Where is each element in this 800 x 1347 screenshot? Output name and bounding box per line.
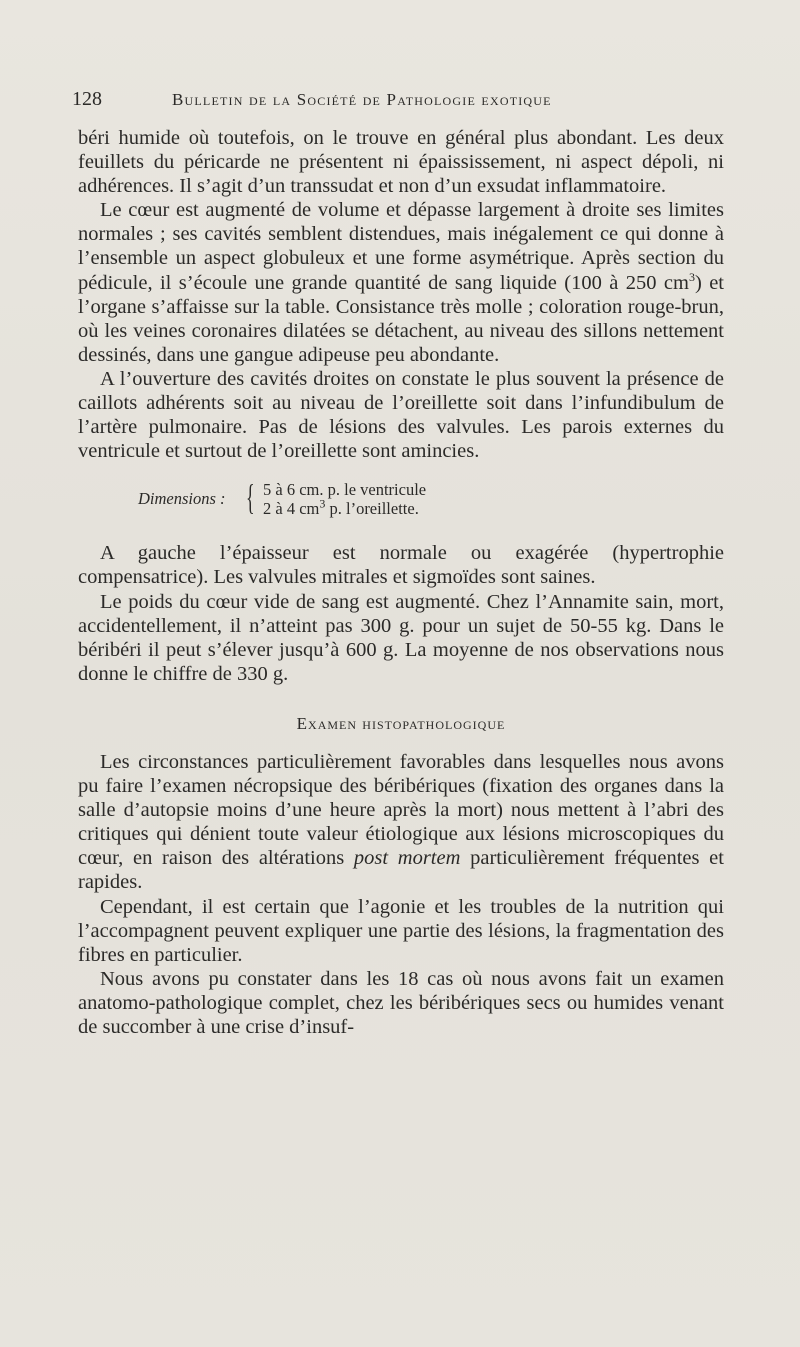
paragraph-3: A l’ouverture des cavités droites on constate le plus souvent la présence de caillots adhérents soit au niveau de l’oreillette soit dans l’infundibulum de l’artère pulmonaire. Pas de lésions des valvules. Les parois externes du ventricule et surtout de l’oreillette sont amincies. <box>78 367 724 463</box>
paragraph-6 <box>78 750 724 895</box>
superscript-cube: 3 <box>688 269 695 284</box>
page-header <box>72 88 722 118</box>
dimensions-line-1: 5 à 6 cm. p. le ventricule <box>263 480 427 500</box>
dimensions-superscript: 3 <box>319 496 326 511</box>
paragraph-2 <box>78 198 724 367</box>
paragraph-8: Nous avons pu constater dans les 18 cas où nous avons fait un examen anatomo-pathologique complet, chez les béribériques secs ou humides venant de succomber à une crise d’insuf- <box>78 967 724 1038</box>
dimensions-line-2-part-a: 2 à 4 cm <box>263 499 320 519</box>
paragraph-6-part-a: Les circonstances particulièrement favorables dans lesquelles nous avons pu faire l’examen nécropsique des béribériques (fixation des organes dans la salle d’autopsie moins d’une heure après la mort) nous mettent à l’abri des critiques qui dénient toute valeur étiologique aux lésions microscopiques du cœur, en raison des altérations <box>78 750 724 870</box>
dimensions-line-2-part-b: p. l’oreillette. <box>325 499 419 519</box>
paragraph-6-italic: post mortem <box>353 847 461 870</box>
paragraph-2-part-b: ) et l’organe s’affaisse sur la table. Consistance très molle ; coloration rouge-brun, où les veines coronaires dilatées se détachent, au niveau des sillons nettement dessinés, dans une gangue adipeuse peu abondante. <box>78 271 724 366</box>
paragraph-1: béri humide où toutefois, on le trouve en général plus abondant. Les deux feuillets du péricarde ne présentent ni épaississement, ni aspect dépoli, ni adhérences. Il s’agit d’un transsudat et non d’un exsudat inflammatoire. <box>78 127 724 198</box>
dimensions-block <box>78 477 724 527</box>
page-number: 128 <box>72 88 102 110</box>
brace-glyph: { <box>246 477 255 518</box>
running-title: Bulletin de la Société de Pathologie exotique <box>172 90 552 109</box>
body-text <box>78 126 724 1039</box>
dimensions-line-2 <box>263 496 419 519</box>
paragraph-2-part-a: Le cœur est augmenté de volume et dépasse largement à droite ses limites normales ; ses cavités semblent distendues, mais inégalement ce qui donne à l’ensemble un aspect globuleux et une forme asymétrique. Après section du pédicule, il s’écoule une grande quantité de sang liquide (100 à 250 cm <box>78 199 724 294</box>
paragraph-6-part-b: particulièrement fréquentes et rapides. <box>78 847 724 894</box>
paragraph-5: Le poids du cœur vide de sang est augmenté. Chez l’Annamite sain, mort, accidentellement, il n’atteint pas 300 g. pour un sujet de 50-55 kg. Dans le béribéri il peut s’élever jusqu’à 600 g. La moyenne de nos observations nous donne le chiffre de 330 g. <box>78 590 724 685</box>
paragraph-4: A gauche l’épaisseur est normale ou exagérée (hypertrophie compensatrice). Les valvules mitrales et sigmoïdes sont saines. <box>78 542 724 589</box>
paragraph-7: Cependant, il est certain que l’agonie et les troubles de la nutrition qui l’accompagnent peuvent expliquer une partie des lésions, la fragmentation des fibres en particulier. <box>78 895 724 966</box>
section-heading: Examen histopathologique <box>296 713 506 733</box>
dimensions-label: Dimensions : <box>138 489 226 509</box>
